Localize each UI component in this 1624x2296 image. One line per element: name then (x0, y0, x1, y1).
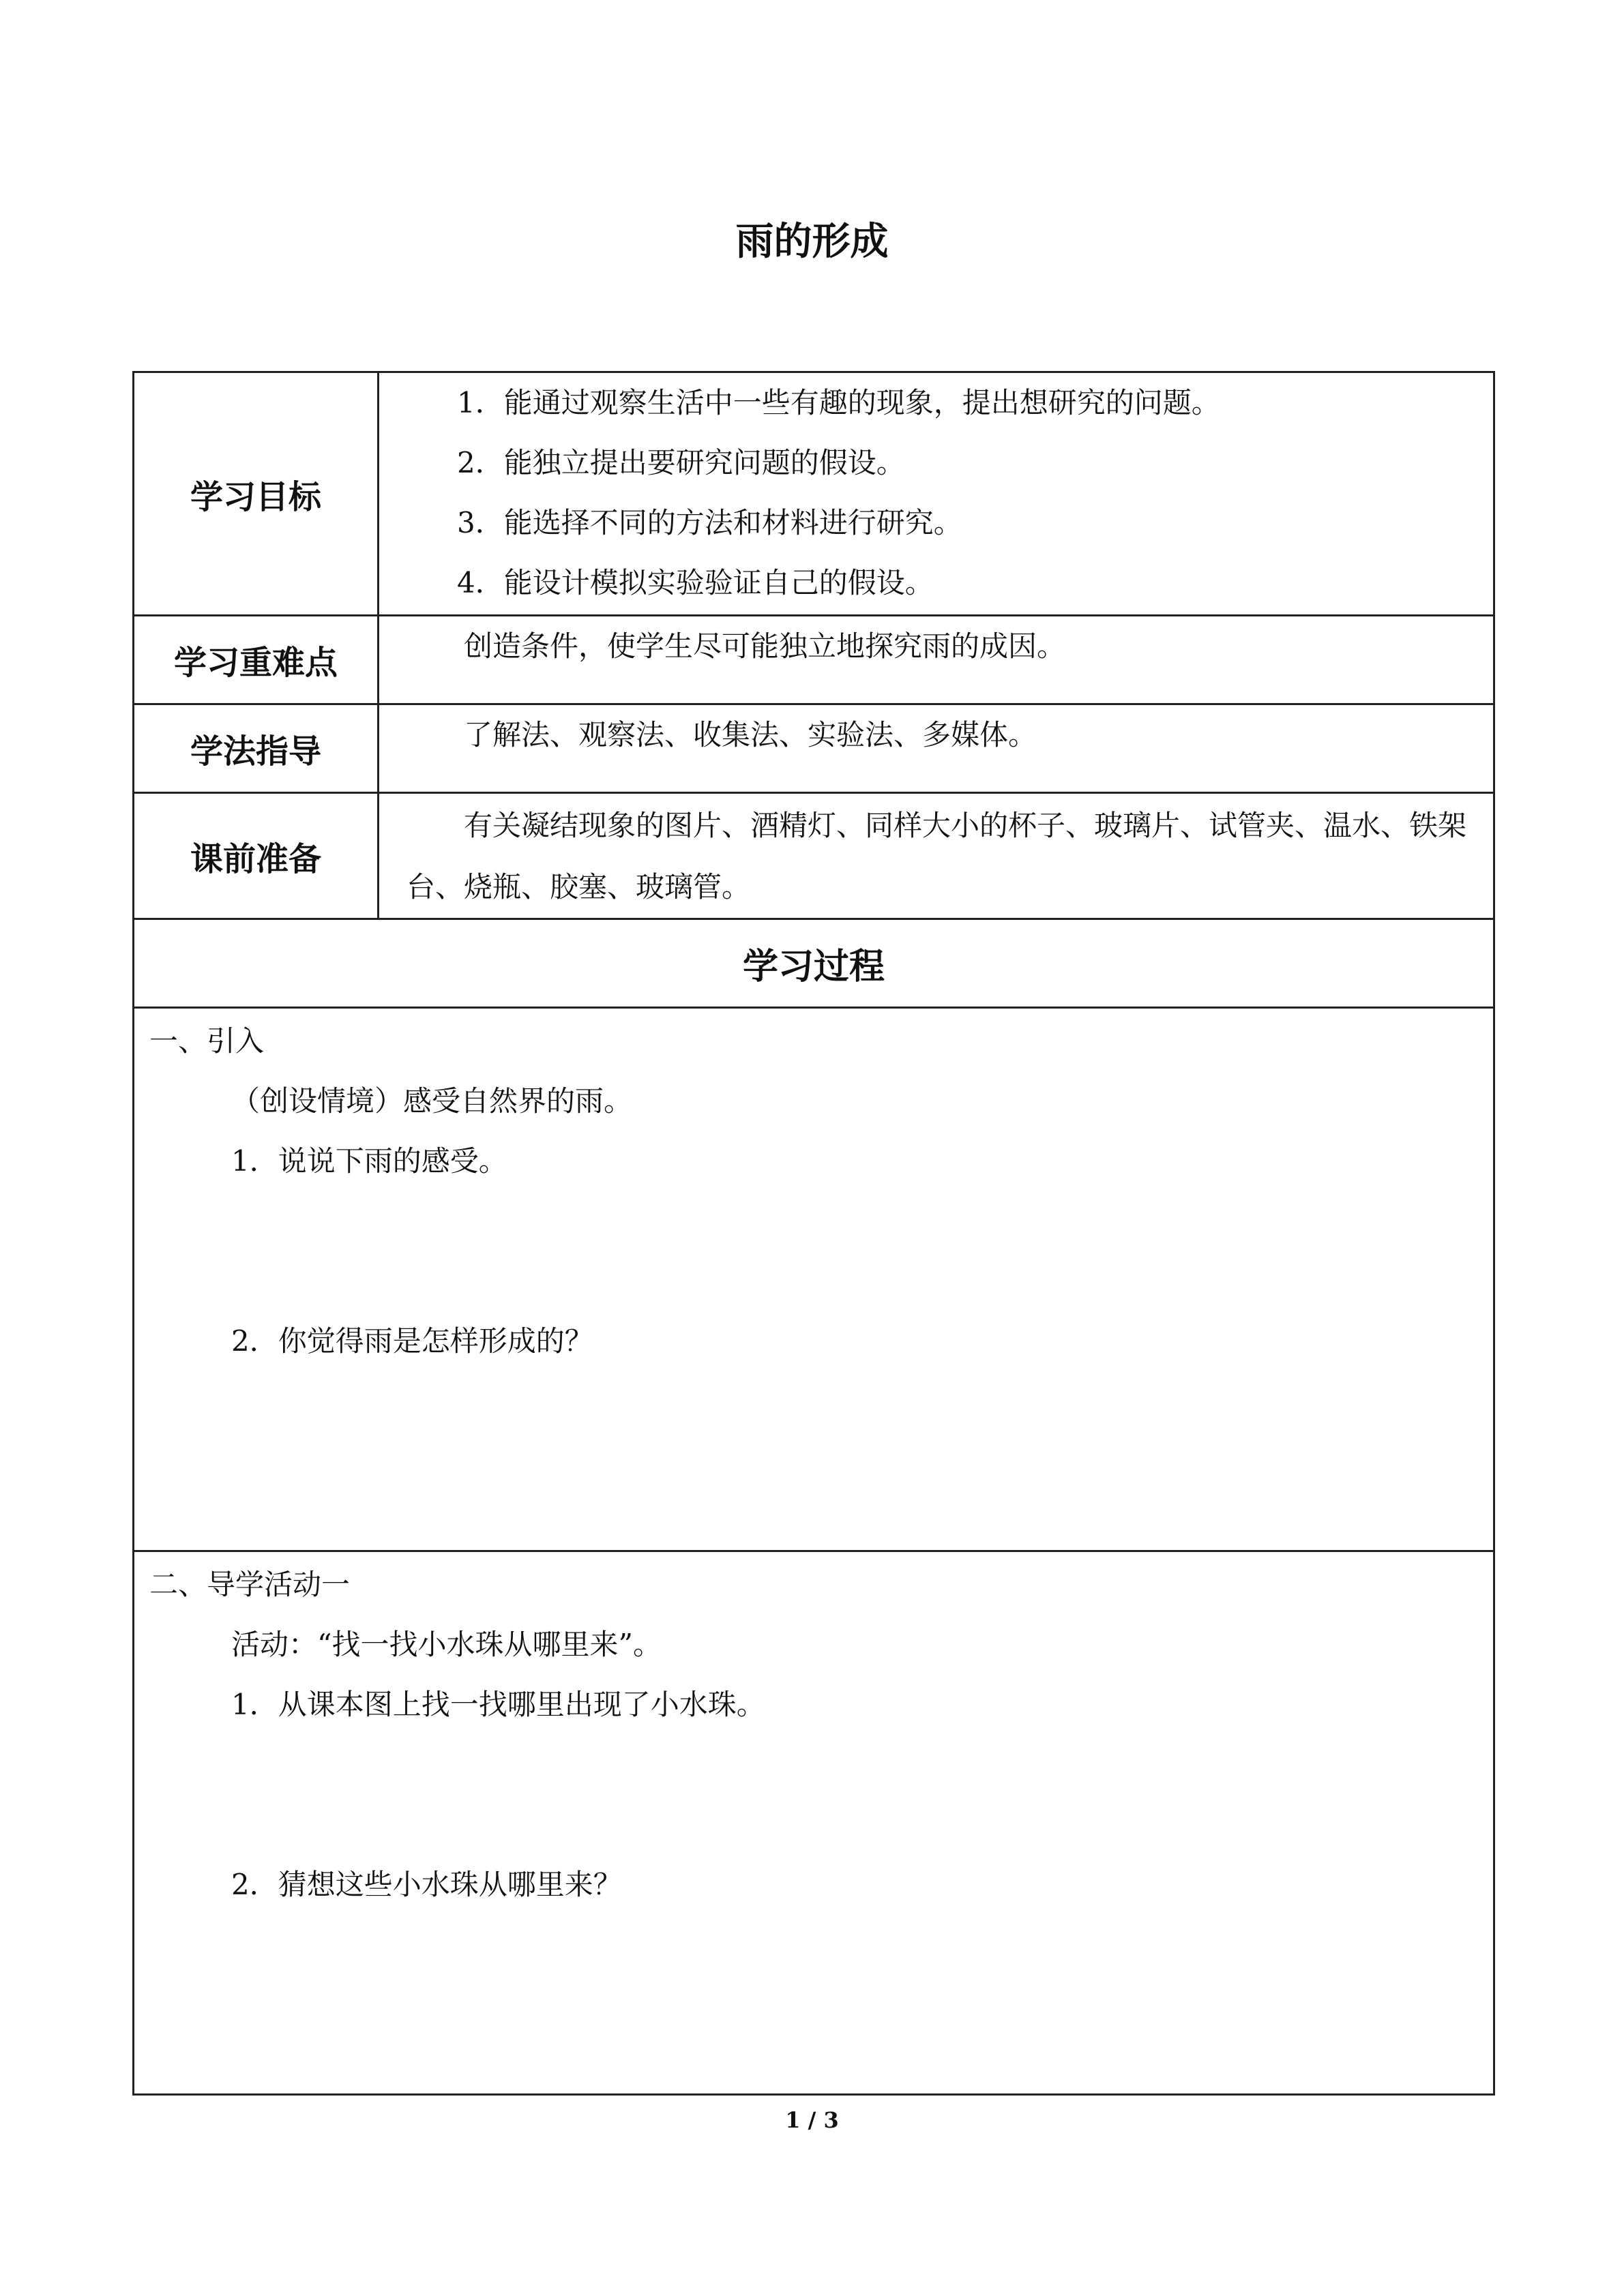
process-header: 学习过程 (134, 919, 1494, 1008)
methods-label: 学法指导 (134, 704, 379, 793)
objective-item: 3．能选择不同的方法和材料进行研究。 (457, 506, 962, 539)
key-points-label: 学习重难点 (134, 616, 379, 704)
preparation-content (379, 793, 1494, 919)
key-points-row (134, 616, 1494, 704)
preparation-text: 有关凝结现象的图片、酒精灯、同样大小的杯子、玻璃片、试管夹、温水、铁架台、烧瓶、胶塞、玻璃管。 (407, 809, 1467, 904)
section-heading: 二、导学活动一 (149, 1568, 351, 1601)
objective-item: 4．能设计模拟实验验证自己的假设。 (457, 566, 934, 599)
objectives-label: 学习目标 (134, 372, 379, 616)
key-points-content (379, 616, 1494, 704)
section-question: 2．你觉得雨是怎样形成的？ (231, 1324, 593, 1358)
section-introduction (134, 1008, 1494, 1551)
section-question: 2．猜想这些小水珠从哪里来？ (231, 1868, 622, 1901)
page-title: 雨的形成 (735, 220, 889, 264)
section-intro: （创设情境）感受自然界的雨。 (231, 1084, 633, 1118)
section-row (134, 1008, 1494, 1551)
objective-item: 1．能通过观察生活中一些有趣的现象，提出想研究的问题。 (457, 386, 1220, 419)
objectives-row (134, 372, 1494, 616)
section-intro: 活动：“找一找小水珠从哪里来”。 (231, 1628, 662, 1661)
preparation-label: 课前准备 (134, 793, 379, 919)
objective-item: 2．能独立提出要研究问题的假设。 (457, 446, 905, 479)
page-number: 1 / 3 (785, 2107, 839, 2133)
section-activity-one (134, 1551, 1494, 2095)
answer-space (149, 1191, 1479, 1311)
section-question: 1．说说下雨的感受。 (231, 1144, 507, 1178)
key-points-text: 创造条件，使学生尽可能独立地探究雨的成因。 (464, 629, 1066, 663)
methods-content (379, 704, 1494, 793)
methods-row (134, 704, 1494, 793)
section-question: 1．从课本图上找一找哪里出现了小水珠。 (231, 1688, 765, 1721)
preparation-row (134, 793, 1494, 919)
answer-space (149, 1735, 1479, 1855)
worksheet-table (132, 371, 1495, 2096)
process-header-row (134, 919, 1494, 1008)
objectives-content (379, 372, 1494, 616)
methods-text: 了解法、观察法、收集法、实验法、多媒体。 (464, 718, 1037, 751)
section-row (134, 1551, 1494, 2095)
section-heading: 一、引入 (149, 1024, 265, 1058)
